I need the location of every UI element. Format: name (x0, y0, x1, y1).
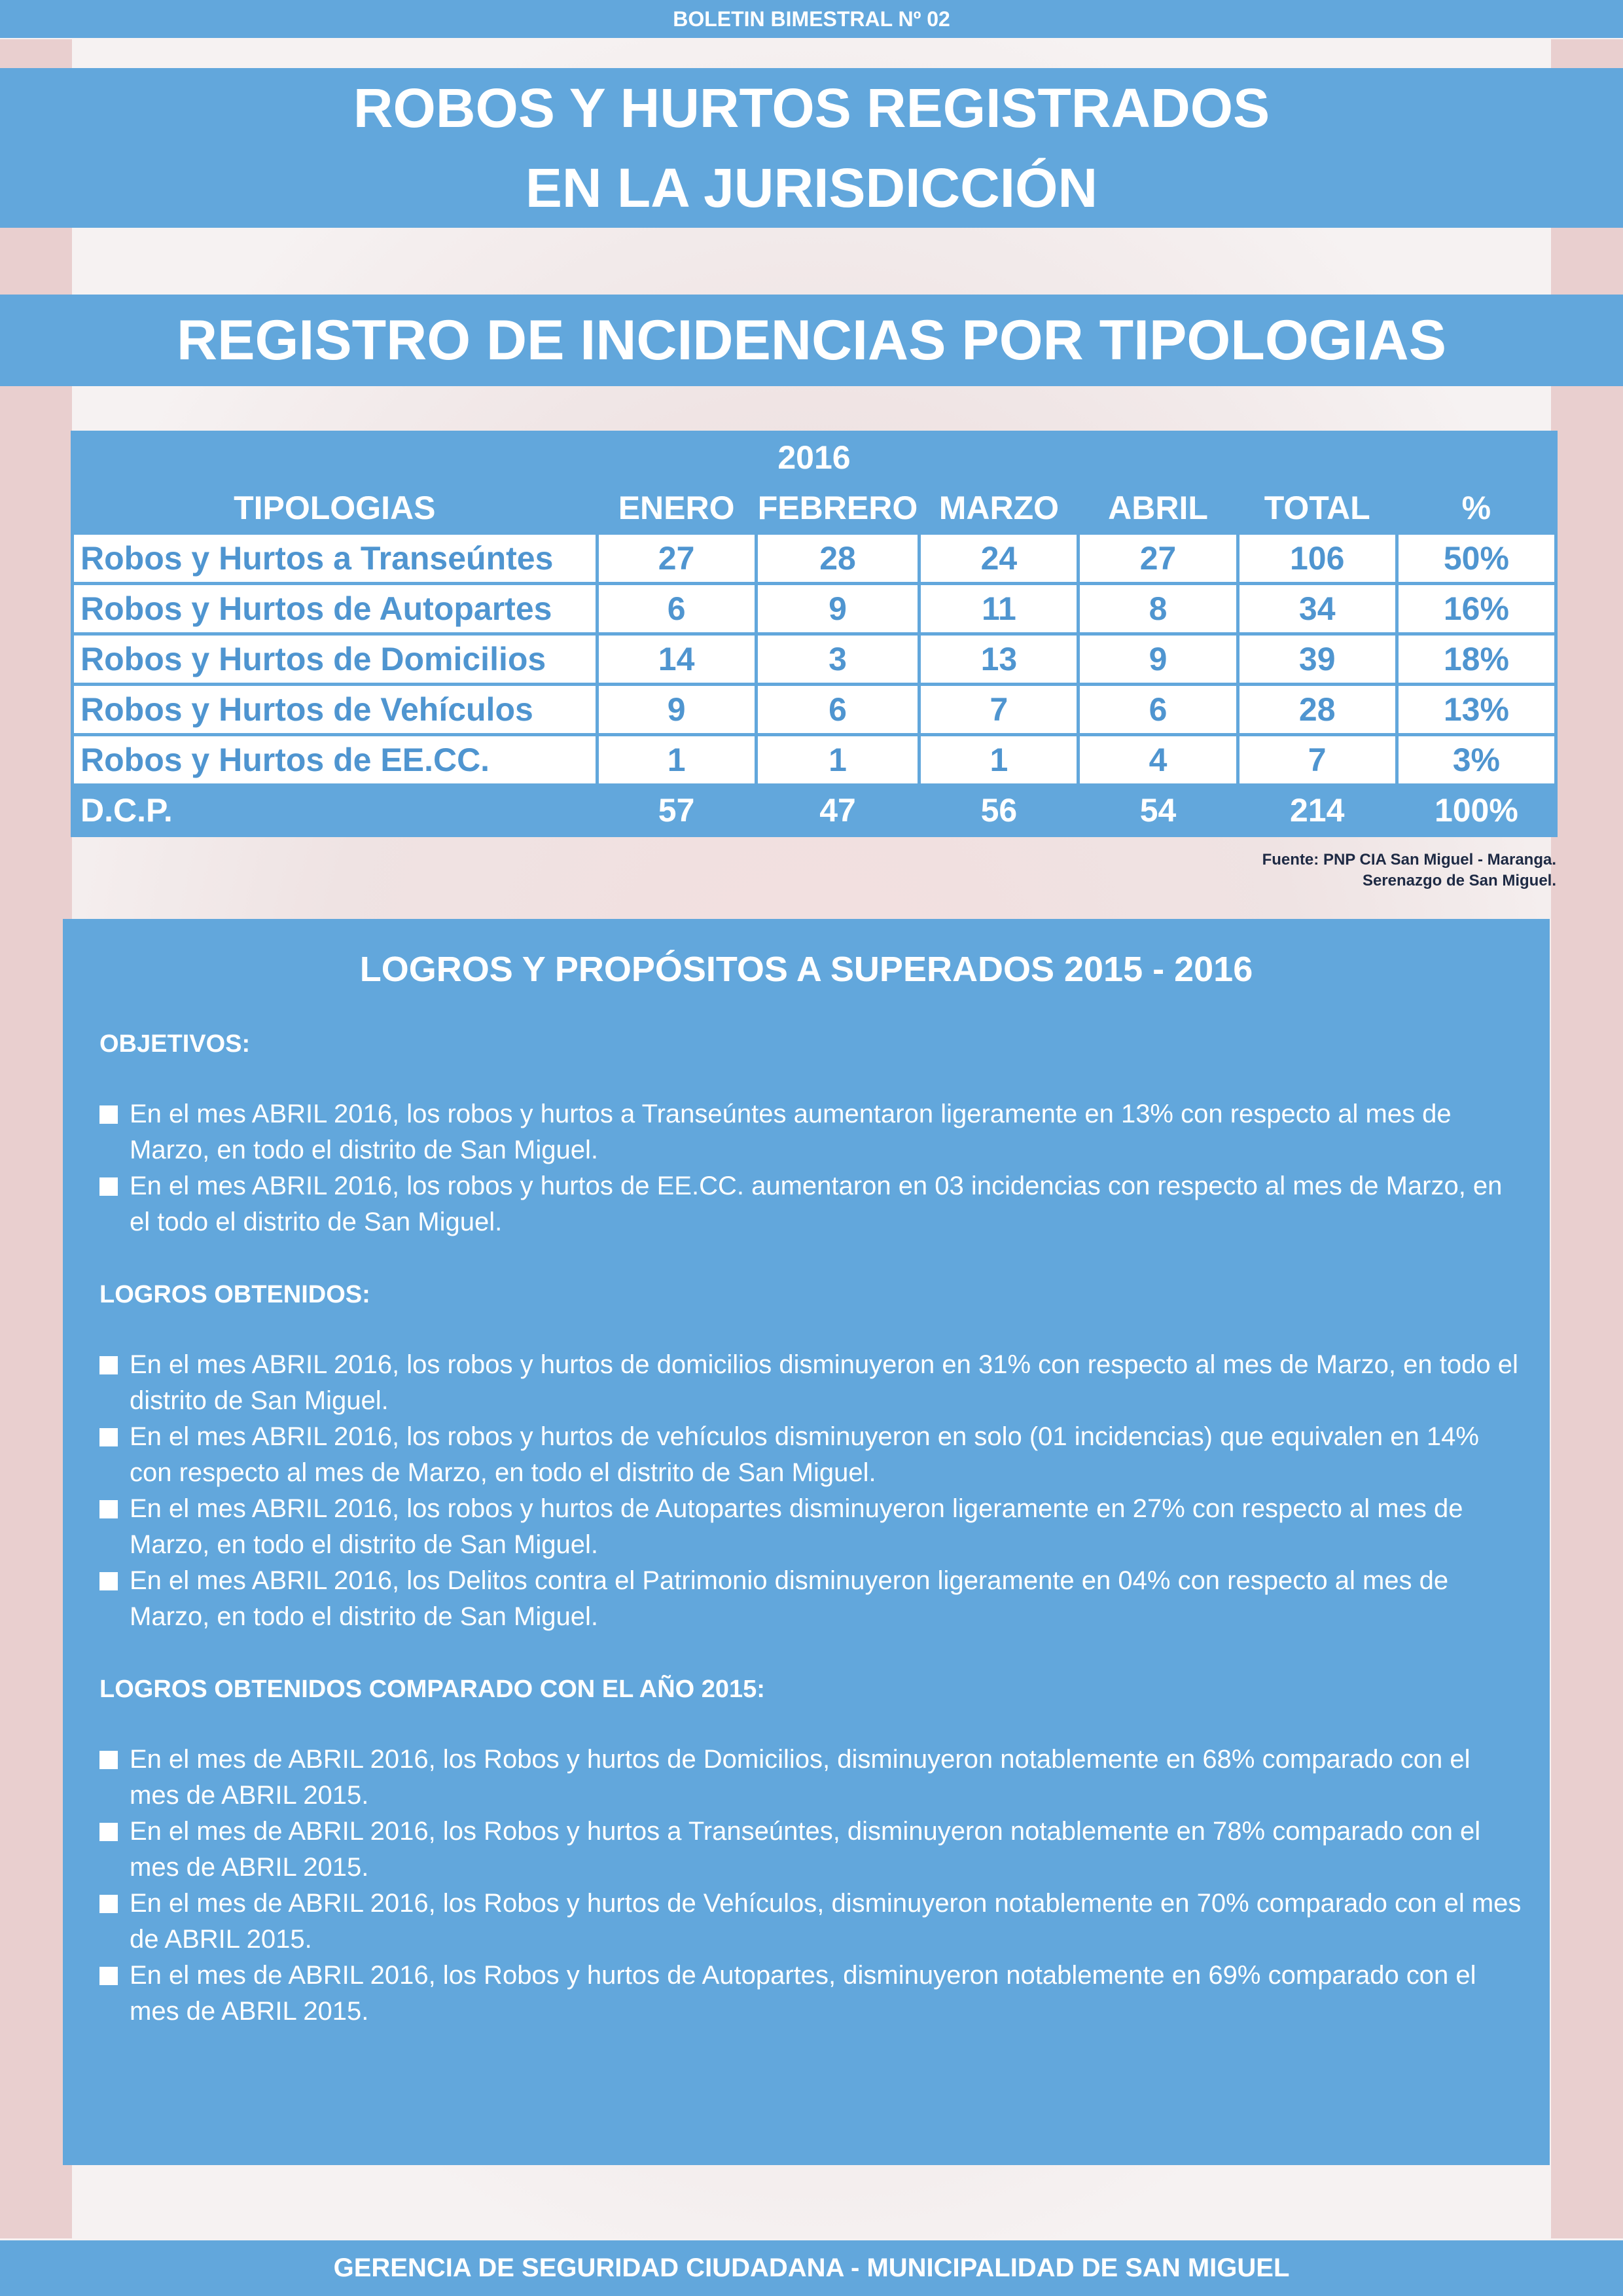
table-column-header: ABRIL (1108, 490, 1208, 526)
bullet-item (99, 1168, 1526, 1240)
bullet-square-icon (99, 1895, 118, 1913)
bullet-text: En el mes ABRIL 2016, los robos y hurtos de domicilios disminuyeron en 31% con respecto al mes de Marzo, en todo el distrito de San Miguel. (130, 1350, 1518, 1415)
total-cell: 100% (1434, 792, 1518, 829)
table-cell: 24 (921, 535, 1077, 582)
table-cell: 16% (1399, 585, 1554, 632)
table-row (74, 585, 1554, 632)
bullet-item (99, 1347, 1526, 1419)
bullet-item (99, 1491, 1526, 1563)
table-cell: 1 (758, 736, 918, 783)
bullet-square-icon (99, 1823, 118, 1841)
table-cell: 3 (758, 636, 918, 683)
bullet-text: En el mes ABRIL 2016, los Delitos contra el Patrimonio disminuyeron ligeramente en 04% con respecto al mes de Marzo, en todo el distrito de San Miguel. (130, 1566, 1449, 1631)
bullet-square-icon (99, 1428, 118, 1446)
bullet-square-icon (99, 1751, 118, 1769)
table-cell: 7 (921, 686, 1077, 733)
logros-list (99, 1347, 1526, 1635)
table-cell: 7 (1240, 736, 1395, 783)
table-cell: 13% (1399, 686, 1554, 733)
bullet-square-icon (99, 1572, 118, 1590)
data-source (1262, 850, 1556, 891)
page-title-line-2: EN LA JURISDICCIÓN (525, 157, 1098, 219)
bullet-square-icon (99, 1500, 118, 1518)
table-cell: 106 (1240, 535, 1395, 582)
comparado-list (99, 1742, 1526, 2030)
objetivos-heading: OBJETIVOS: (99, 1030, 251, 1058)
source-line-2: Serenazgo de San Miguel. (1362, 872, 1556, 889)
footer: GERENCIA DE SEGURIDAD CIUDADANA - MUNICIPALIDAD DE SAN MIGUEL (0, 2240, 1623, 2296)
table-cell: 27 (1080, 535, 1236, 582)
table-row-label: Robos y Hurtos de EE.CC. (74, 736, 596, 783)
table-body (74, 535, 1554, 783)
bullet-text: En el mes ABRIL 2016, los robos y hurtos a Transeúntes aumentaron ligeramente en 13% con respecto al mes de Marzo, en todo el distrito de San Miguel. (130, 1100, 1452, 1164)
bullet-square-icon (99, 1177, 118, 1196)
table-total-row (74, 787, 1554, 834)
table-cell: 13 (921, 636, 1077, 683)
total-cell: 47 (819, 792, 856, 829)
incidents-table (71, 431, 1558, 837)
table-year: 2016 (777, 439, 851, 476)
total-cell: 56 (980, 792, 1018, 829)
bullet-square-icon (99, 1967, 118, 1985)
bulletin-header: BOLETIN BIMESTRAL Nº 02 (0, 0, 1623, 38)
bullet-square-icon (99, 1105, 118, 1124)
bullet-item (99, 1742, 1526, 1814)
table-row (74, 636, 1554, 683)
achievements-panel (63, 919, 1550, 2165)
table-cell: 4 (1080, 736, 1236, 783)
bullet-text: En el mes de ABRIL 2016, los Robos y hurtos de Autopartes, disminuyeron notablemente en 69% comparado con el mes de ABRIL 2015. (130, 1961, 1476, 2026)
bullet-square-icon (99, 1356, 118, 1374)
table-cell: 27 (599, 535, 755, 582)
bullet-text: En el mes de ABRIL 2016, los Robos y hurtos de Vehículos, disminuyeron notablemente en 70% comparado con el mes de ABRIL 2015. (130, 1889, 1522, 1954)
table-row (74, 535, 1554, 582)
total-label: D.C.P. (80, 792, 173, 829)
bullet-item (99, 1563, 1526, 1635)
table-cell: 1 (921, 736, 1077, 783)
bullet-text: En el mes ABRIL 2016, los robos y hurtos de vehículos disminuyeron en solo (01 incidencias) que equivalen en 14% con respecto al mes de Marzo, en todo el distrito de San Miguel. (130, 1422, 1479, 1487)
bullet-text: En el mes de ABRIL 2016, los Robos y hurtos de Domicilios, disminuyeron notablemente en 68% comparado con el mes de ABRIL 2015. (130, 1745, 1471, 1810)
total-cell: 214 (1289, 792, 1345, 829)
bullet-text: En el mes ABRIL 2016, los robos y hurtos de Autopartes disminuyeron ligeramente en 27% con respecto al mes de Marzo, en todo el distrito de San Miguel. (130, 1494, 1463, 1559)
table-cell: 39 (1240, 636, 1395, 683)
table-cell: 9 (758, 585, 918, 632)
table-cell: 28 (758, 535, 918, 582)
bullet-item (99, 1886, 1526, 1958)
bullet-item (99, 1958, 1526, 2030)
table-row-label: Robos y Hurtos de Autopartes (74, 585, 596, 632)
table-cell: 14 (599, 636, 755, 683)
panel-content (99, 1026, 1526, 2030)
table-column-header: TIPOLOGIAS (234, 490, 436, 526)
table-header-row (74, 484, 1554, 531)
table-row-label: Robos y Hurtos de Vehículos (74, 686, 596, 733)
table-column-header: % (1461, 490, 1491, 526)
total-cell: 54 (1139, 792, 1177, 829)
bullet-item (99, 1419, 1526, 1491)
table-row-label: Robos y Hurtos a Transeúntes (74, 535, 596, 582)
table-cell: 28 (1240, 686, 1395, 733)
total-cell: 57 (658, 792, 695, 829)
table-cell: 9 (599, 686, 755, 733)
table-cell: 6 (758, 686, 918, 733)
table-cell: 34 (1240, 585, 1395, 632)
table-column-header: MARZO (938, 490, 1060, 526)
table-cell: 6 (1080, 686, 1236, 733)
logros-heading: LOGROS OBTENIDOS: (99, 1281, 370, 1308)
table-cell: 6 (599, 585, 755, 632)
source-line-1: Fuente: PNP CIA San Miguel - Maranga. (1262, 851, 1556, 869)
table-column-header: TOTAL (1264, 490, 1370, 526)
objetivos-list (99, 1096, 1526, 1240)
table-cell: 50% (1399, 535, 1554, 582)
bullet-text: En el mes ABRIL 2016, los robos y hurtos de EE.CC. aumentaron en 03 incidencias con respecto al mes de Marzo, en el todo el distrito de San Miguel. (130, 1172, 1503, 1236)
table-column-header: FEBRERO (757, 490, 918, 526)
bullet-text: En el mes de ABRIL 2016, los Robos y hurtos a Transeúntes, disminuyeron notablemente en 78% comparado con el mes de ABRIL 2015. (130, 1817, 1481, 1882)
panel-title: LOGROS Y PROPÓSITOS A SUPERADOS 2015 - 2016 (359, 950, 1253, 989)
page-title (0, 68, 1623, 228)
table-column-header: ENERO (618, 490, 735, 526)
table-cell: 8 (1080, 585, 1236, 632)
table-cell: 18% (1399, 636, 1554, 683)
table-year-row (74, 434, 1554, 481)
bullet-item (99, 1814, 1526, 1886)
section-title: REGISTRO DE INCIDENCIAS POR TIPOLOGIAS (0, 295, 1623, 386)
table-row (74, 686, 1554, 733)
table-cell: 11 (921, 585, 1077, 632)
table-cell: 9 (1080, 636, 1236, 683)
table-cell: 1 (599, 736, 755, 783)
table-row (74, 736, 1554, 783)
bullet-item (99, 1096, 1526, 1168)
page-title-line-1: ROBOS Y HURTOS REGISTRADOS (353, 77, 1270, 139)
table-cell: 3% (1399, 736, 1554, 783)
table-row-label: Robos y Hurtos de Domicilios (74, 636, 596, 683)
comparado-heading: LOGROS OBTENIDOS COMPARADO CON EL AÑO 2015: (99, 1676, 765, 1703)
